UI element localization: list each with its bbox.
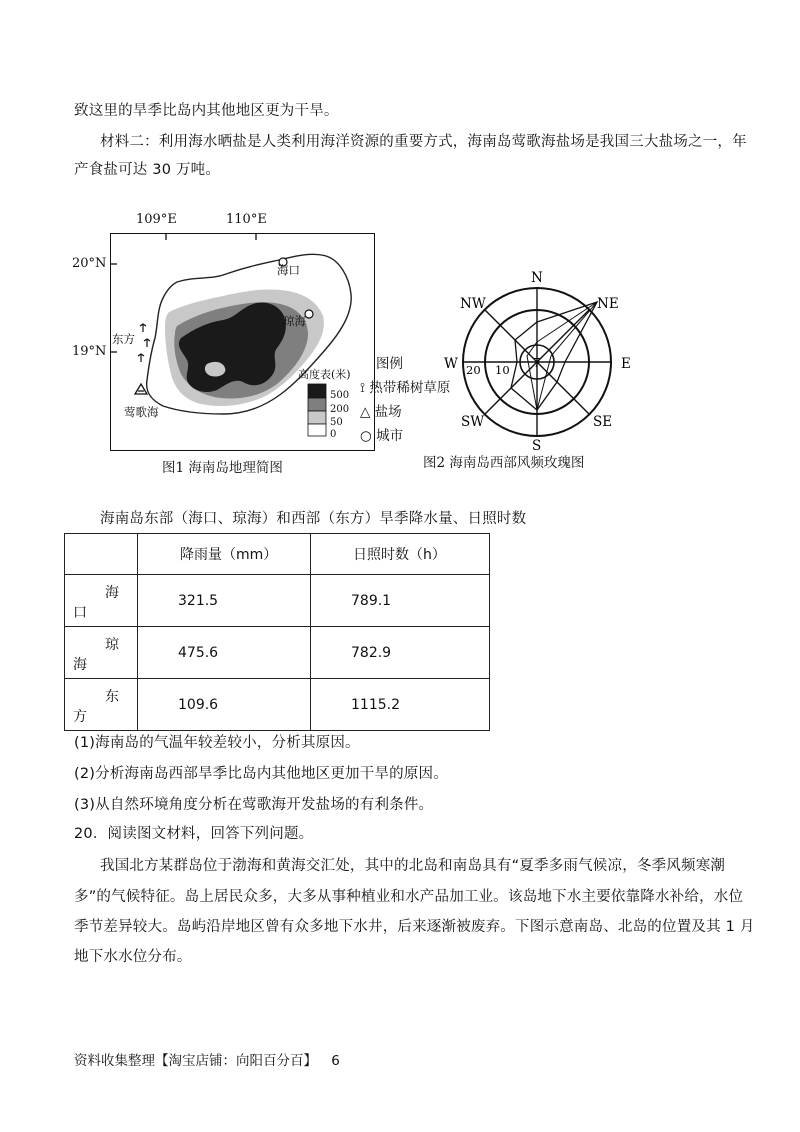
elevation-value: 200: [330, 404, 350, 415]
lon-label: 109°E: [136, 212, 177, 227]
question-2: (2)分析海南岛西部旱季比岛内其他地区更加干旱的原因。: [74, 766, 448, 782]
legend-item-savanna: ⟟ 热带稀树草原: [360, 380, 451, 396]
savanna-symbol: [138, 324, 150, 362]
paragraph-line: 产食盐可达 30 万吨。: [74, 162, 221, 178]
paragraph-line: 多”的气候特征。岛上居民众多，大多从事种植业和水产品加工业。该岛地下水主要依靠降水补给，水位: [74, 889, 744, 905]
table-header-row: [65, 534, 490, 575]
place-label-yinggehai: 莺歌海: [124, 405, 159, 419]
question-20-title: 20．阅读图文材料，回答下列问题。: [74, 826, 314, 842]
column-header-sun: 日照时数（h）: [311, 534, 490, 575]
savanna-icon: ⟟: [360, 380, 366, 396]
question-3: (3)从自然环境角度分析在莺歌海开发盐场的有利条件。: [74, 797, 434, 813]
sun-value: 782.9: [311, 627, 490, 679]
dir-label: W: [444, 356, 458, 372]
paragraph-line: 材料二：利用海水晒盐是人类利用海洋资源的重要方式，海南岛莺歌海盐场是我国三大盐场之一，年: [100, 134, 747, 150]
column-header-rain: 降雨量（mm）: [138, 534, 311, 575]
sun-value: 789.1: [311, 575, 490, 627]
ring-label: 7: [533, 356, 541, 370]
elevation-value: 500: [330, 390, 350, 401]
place-label-haikou: 海口: [277, 263, 300, 277]
city-marker: [305, 310, 313, 318]
table-row: [65, 627, 490, 679]
dir-label: N: [531, 270, 543, 286]
rain-value: 321.5: [138, 575, 311, 627]
city-cell: 东 方: [65, 679, 138, 731]
table-row: [65, 679, 490, 731]
dir-label: E: [621, 356, 631, 372]
sun-value: 1115.2: [311, 679, 490, 731]
elevation-value: 50: [330, 417, 343, 428]
elevation-legend-title: 高度表(米): [298, 368, 351, 381]
question-1: (1)海南岛的气温年较差较小，分析其原因。: [74, 735, 360, 751]
city-cell: 琼 海: [65, 627, 138, 679]
figure2-caption: 图2 海南岛西部风频玫瑰图: [423, 455, 585, 471]
figure-hainan-map: [72, 210, 375, 480]
table-row: [65, 575, 490, 627]
dir-label: SW: [461, 414, 485, 430]
data-table: [64, 533, 490, 731]
footer-text: 资料收集整理【淘宝店铺：向阳百分百】: [74, 1053, 317, 1069]
ring-label: 20: [466, 363, 481, 377]
figure1-caption: 图1 海南岛地理简图: [162, 460, 283, 476]
city-cell: 海 口: [65, 575, 138, 627]
paragraph-line: 致这里的旱季比岛内其他地区更为干旱。: [74, 103, 339, 119]
lat-label: 19°N: [72, 344, 107, 359]
page-number: 6: [331, 1053, 340, 1069]
paragraph-line: 地下水水位分布。: [74, 949, 192, 965]
city-icon: ○: [360, 428, 372, 444]
dir-label: SE: [593, 414, 613, 430]
salt-field-marker: [135, 384, 147, 394]
rain-value: 109.6: [138, 679, 311, 731]
salt-field-icon: △: [360, 404, 371, 420]
lon-label: 110°E: [226, 212, 267, 227]
paragraph-line: 季节差异较大。岛屿沿岸地区曾有众多地下水井，后来逐渐被废弃。下图示意南岛、北岛的位置及其 1 月: [74, 919, 755, 935]
ring-label: 10: [495, 363, 510, 377]
place-label-dongfang: 东方: [112, 332, 135, 346]
legend-item-salt: △ 盐场: [360, 404, 402, 420]
dir-label: NW: [460, 296, 486, 312]
dir-label: S: [532, 438, 542, 452]
rain-value: 475.6: [138, 627, 311, 679]
figure-wind-rose: [425, 262, 645, 477]
wind-rose: [425, 262, 645, 452]
table-corner-cell: [65, 534, 138, 575]
paragraph-line: 我国北方某群岛位于渤海和黄海交汇处，其中的北岛和南岛具有“夏季多雨气候凉，冬季风频寒潮: [100, 858, 726, 874]
table-title: 海南岛东部（海口、琼海）和西部（东方）旱季降水量、日照时数: [100, 511, 527, 527]
page-footer: [74, 1049, 340, 1069]
lat-label: 20°N: [72, 256, 107, 271]
elevation-value: 0: [330, 429, 337, 440]
dir-label: NE: [597, 296, 619, 312]
wind-frequency-polygon: [511, 302, 597, 410]
legend-title: 图例: [376, 356, 403, 372]
legend-item-city: ○ 城市: [360, 428, 404, 444]
place-label-qionghai: 琼海: [283, 314, 306, 328]
